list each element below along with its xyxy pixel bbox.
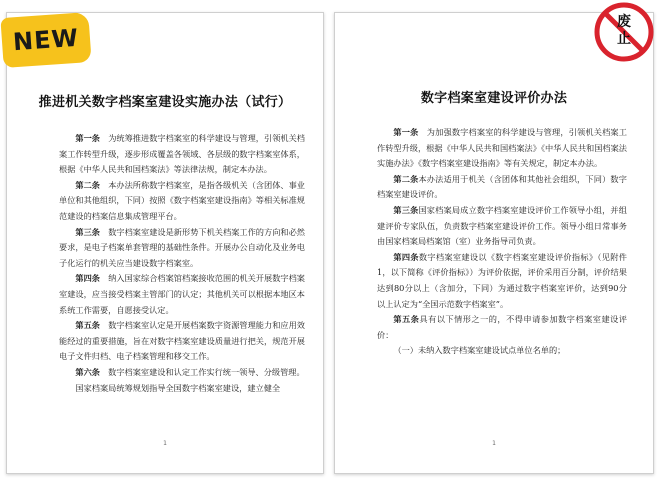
article-text: 为统筹推进数字档案室的科学建设与管理，引领机关档案工作转型升级，逐步形成覆盖各领域、各层级的数字档案室体系，根据《中华人民共和国档案法》等法律法规，制定本办法。 (59, 133, 305, 175)
article-label: 第六条 (75, 366, 100, 377)
article-text: 本办法适用于机关（含团体和其他社会组织，下同）数字档案室建设评价。 (377, 173, 627, 200)
new-badge-label: NEW (12, 23, 80, 57)
article-paragraph (377, 203, 627, 250)
page-number: 1 (492, 440, 496, 447)
article-label: 第五条 (75, 320, 100, 331)
document-title: 推进机关数字档案室建设实施办法（试行） (38, 95, 292, 110)
article-text: 为加强数字档案室的科学建设与管理，引领机关档案工作转型升级，根据《中华人民共和国档案法》《中华人民共和国档案法实施办法》《数字档案室建设指南》等有关规定，制定本办法。 (377, 127, 627, 169)
page-number: 1 (163, 440, 167, 447)
article-text: 本办法所称数字档案室，是指各级机关（含团体、事业单位和其他组织，下同）按照《数字档案室建设指南》等相关标准规范建设的档案信息集成管理平台。 (59, 179, 305, 221)
new-badge (0, 12, 91, 68)
article-text: 数字档案室认定是开展档案数字资源管理能力和应用效能经过的重要措施，旨在对数字档案室建设质量进行把关，规范开展电子文件归档、电子档案管理和移交工作。 (59, 320, 305, 362)
document-page-left (6, 12, 324, 474)
deprecated-label-2: 止 (617, 31, 631, 47)
article-text: （一）未纳入数字档案室建设试点单位名单的； (393, 345, 566, 356)
deprecated-stamp-icon (594, 2, 654, 62)
article-paragraph (377, 250, 627, 312)
article-text: 具有以下情形之一的，不得申请参加数字档案室建设评价： (377, 314, 627, 340)
article-paragraph (59, 271, 305, 318)
article-label: 第一条 (75, 133, 100, 143)
article-text: 数字档案室建设和认定工作实行统一领导、分级管理。 (108, 366, 305, 377)
article-label: 第三条 (75, 226, 100, 237)
document-body (59, 131, 305, 396)
article-paragraph (59, 318, 305, 365)
article-paragraph (59, 178, 305, 225)
article-text: 数字档案室建设是新形势下机关档案工作的方向和必然要求，是电子档案单套管理的基础性条件。开展办公自动化及业务电子化运行的机关应当建设数字档案室。 (59, 226, 305, 268)
article-paragraph (59, 381, 305, 397)
article-text: 国家档案局成立数字档案室建设评价工作领导小组，并组建评价专家队伍，负责数字档案室建设评价工作。领导小组日常事务由国家档案局档案馆（室）业务指导司负责。 (377, 204, 627, 247)
article-paragraph (59, 131, 305, 178)
article-paragraph (59, 365, 305, 381)
article-paragraph (377, 343, 627, 359)
article-text: 纳入国家综合档案馆档案接收范围的机关开展数字档案室建设，应当接受档案主管部门的认定；其他机关可以根据本地区本系统工作需要，自愿接受认定。 (59, 273, 305, 315)
article-label: 第二条 (393, 173, 419, 184)
article-paragraph (59, 225, 305, 272)
document-page-right (334, 12, 654, 474)
deprecated-label-1: 废 (617, 14, 631, 30)
article-paragraph (377, 312, 627, 343)
article-label: 第五条 (393, 314, 420, 325)
article-label: 第四条 (75, 273, 100, 284)
article-label: 第四条 (393, 251, 419, 262)
article-text: 数字档案室建设以《数字档案室建设评价指标》（见附件1，以下简称《评价指标》）为评价依据，评价采用百分制，评价结果达到80分以上（含加分，下同）为通过数字档案室评价，达到90分以上认定为“全国示范数字档案室”。 (377, 251, 627, 309)
article-label: 第三条 (393, 204, 419, 215)
article-label: 第一条 (393, 127, 419, 137)
article-paragraph (377, 172, 627, 203)
document-body (377, 125, 627, 359)
document-title: 数字档案室建设评价办法 (420, 91, 568, 106)
article-text: 国家档案局统筹规划指导全国数字档案室建设，建立健全 (75, 382, 281, 393)
article-label: 第二条 (75, 179, 100, 190)
article-paragraph (377, 125, 627, 172)
